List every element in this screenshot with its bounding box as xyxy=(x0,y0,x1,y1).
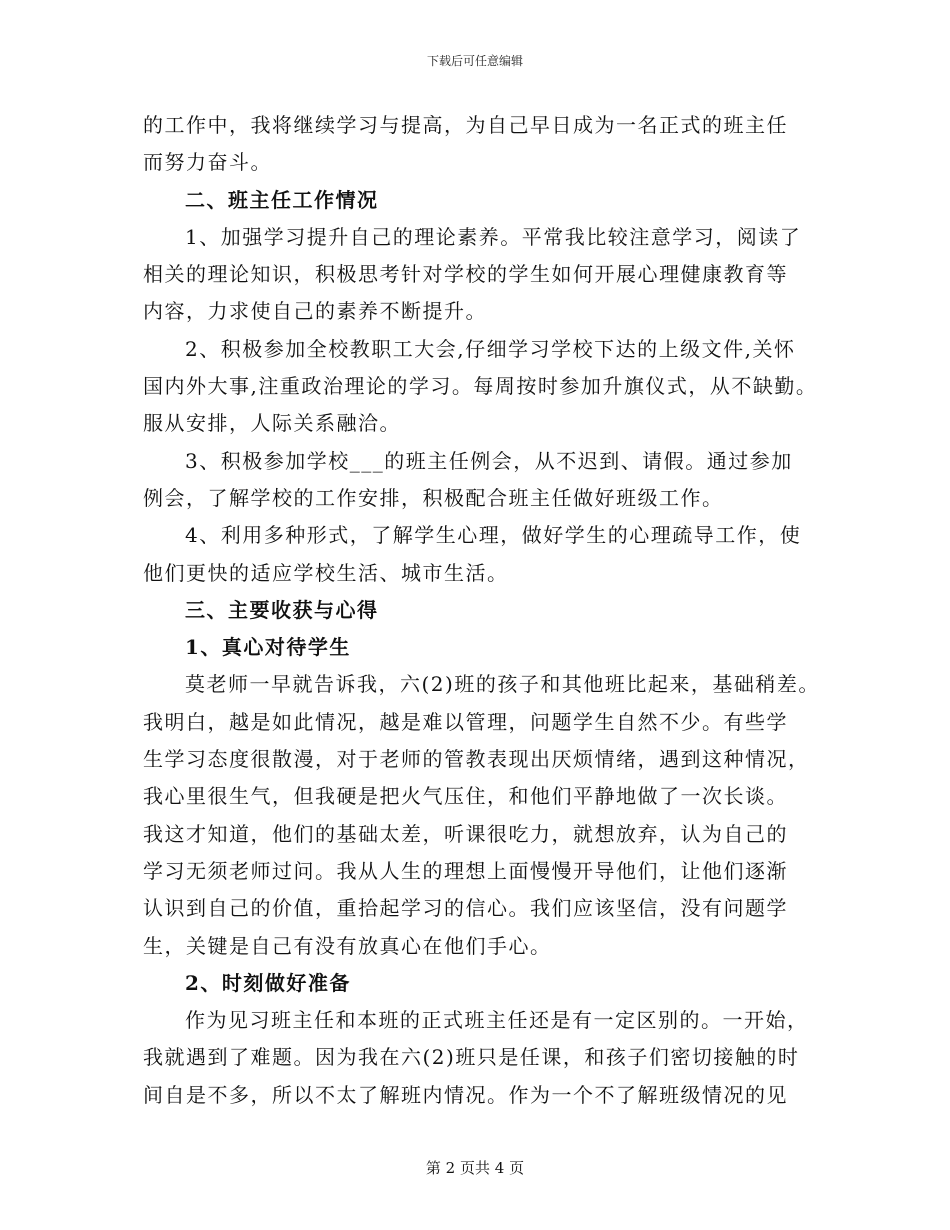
text-line: 例会，了解学校的工作安排，积极配合班主任做好班级工作。 xyxy=(143,485,724,510)
text-line: 我这才知道，他们的基础太差，听课很吃力，就想放弃，认为自己的 xyxy=(143,821,788,846)
text-line: 1、加强学习提升自己的理论素养。平常我比较注意学习，阅读了 xyxy=(185,224,802,249)
text-line: 我明白，越是如此情况，越是难以管理，问题学生自然不少。有些学 xyxy=(143,709,788,734)
text-line: 他们更快的适应学校生活、城市生活。 xyxy=(143,560,509,585)
text-line: 生学习态度很散漫，对于老师的管教表现出厌烦情绪，遇到这种情况， xyxy=(143,747,810,772)
section-heading: 二、班主任工作情况 xyxy=(185,187,379,212)
page-footer: 第 2 页共 4 页 xyxy=(425,1159,525,1177)
text-line: 国内外大事,注重政治理论的学习。每周按时参加升旗仪式，从不缺勤。 xyxy=(143,374,818,399)
text-line: 2、积极参加全校教职工大会,仔细学习学校下达的上级文件,关怀 xyxy=(185,336,796,361)
text-line: 学习无须老师过问。我从人生的理想上面慢慢开导他们，让他们逐渐 xyxy=(143,858,788,883)
text-line: 生，关键是自己有没有放真心在他们手心。 xyxy=(143,933,552,958)
text-line: 3、积极参加学校___的班主任例会，从不迟到、请假。通过参加 xyxy=(185,448,793,473)
text-line: 间自是不多，所以不太了解班内情况。作为一个不了解班级情况的见 xyxy=(143,1082,788,1107)
page-header: 下载后可任意编辑 xyxy=(426,54,523,68)
text-line: 我心里很生气，但我硬是把火气压住，和他们平静地做了一次长谈。 xyxy=(143,784,788,809)
text-line: 认识到自己的价值，重拾起学习的信心。我们应该坚信，没有问题学 xyxy=(143,896,788,921)
text-line: 的工作中，我将继续学习与提高，为自己早日成为一名正式的班主任 xyxy=(143,113,788,137)
text-line: 服从安排，人际关系融洽。 xyxy=(143,411,401,436)
section-heading: 三、主要收获与心得 xyxy=(185,597,379,622)
text-line: 作为见习班主任和本班的正式班主任还是有一定区别的。一开始， xyxy=(185,1008,809,1033)
document-body xyxy=(143,107,820,1114)
text-line: 我就遇到了难题。因为我在六(2)班只是任课，和孩子们密切接触的时 xyxy=(143,1045,800,1070)
section-heading: 2、时刻做好准备 xyxy=(185,970,351,995)
text-line: 莫老师一早就告诉我，六(2)班的孩子和其他班比起来，基础稍差。 xyxy=(185,672,820,697)
text-line: 内容，力求使自己的素养不断提升。 xyxy=(143,299,487,324)
section-heading: 1、真心对待学生 xyxy=(185,635,351,660)
text-line: 4、利用多种形式，了解学生心理，做好学生的心理疏导工作，使 xyxy=(185,523,802,548)
text-line: 相关的理论知识，积极思考针对学校的学生如何开展心理健康教育等 xyxy=(143,262,788,287)
text-line: 而努力奋斗。 xyxy=(143,150,272,175)
